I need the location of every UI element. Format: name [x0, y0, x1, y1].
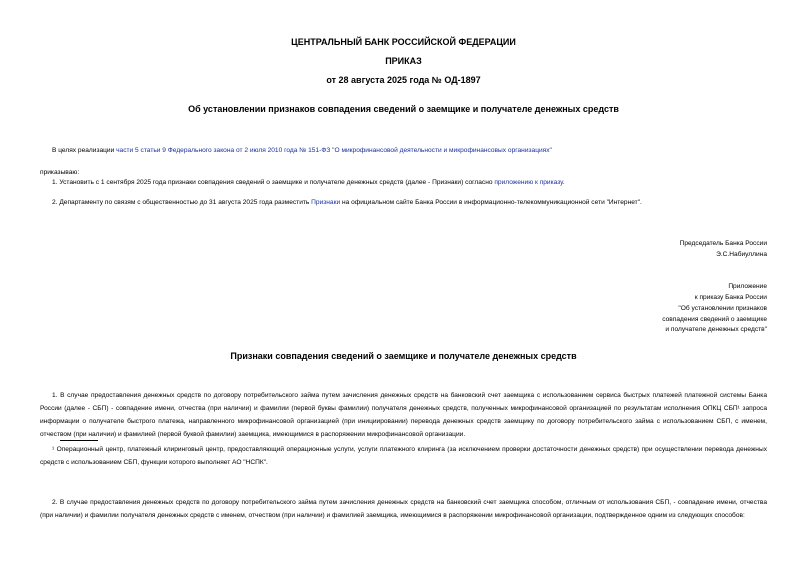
footnote-divider [60, 440, 98, 441]
preamble [52, 144, 552, 157]
order-title: Об установлении признаков совпадения сведений о заемщике и получателе денежных средств [188, 104, 619, 114]
appendix-link[interactable]: приложению к приказу [494, 179, 563, 186]
appendix-note-line-1: Приложение [728, 283, 767, 290]
signatory-position: Председатель Банка России [679, 240, 767, 247]
appendix-note-line-5: и получателе денежных средств" [665, 326, 767, 333]
criteria-link[interactable]: Признаки [311, 199, 341, 206]
appendix-paragraph-1: 1. В случае предоставления денежных средств по договору потребительского займа путем зачисления денежных средств на банковский счет заемщика с использованием сервиса быстрых платежей платежной системы Банка России (далее - СБП) - совпадение имени, отчества (при наличии) и фамилии (первой буквы фамилии) получателя денежных средств, полученных микрофинансовой организацией по результатам исполнения ОПКЦ СБП¹ запроса информации о получателе быстрого платежа, направленного микрофинансовой организацией (при инициировании) перевода денежных средств заемщику по договору потребительского займа с использованием СБП, с именем, отчеством (при наличии) и фамилией (первой буквой фамилии) заемщика, имеющимися в распоряжении микрофинансовой организации. [40, 392, 767, 438]
appendix-title: Признаки совпадения сведений о заемщике и получателе денежных средств [230, 351, 577, 361]
preamble-text: В целях реализации [52, 147, 117, 154]
signatory-name: Э.С.Набиуллина [716, 251, 767, 258]
order-date-number: от 28 августа 2025 года № ОД-1897 [326, 75, 481, 85]
appendix-paragraph-2: 2. В случае предоставления денежных средств по договору потребительского займа путем зачисления денежных средств на банковский счет заемщика способом, отличным от использования СБП, - совпадение имени, отчества (при наличии) и фамилии получателя денежных средств с именем, отчеством (при наличии) и фамилией заемщика, имеющимися в распоряжении микрофинансовой организации, подтвержденное одним из следующих способов: [40, 499, 767, 519]
item-2-end: на официальном сайте Банка России в информационно-телекоммуникационной сети "Интернет". [340, 199, 642, 206]
order-item-1 [52, 176, 565, 189]
footnote: ¹ Операционный центр, платежный клиринговый центр, предоставляющий операционные услуги, услуги платежного клиринга (за исключением проверки достаточности денежных средств) при осуществлении перевода денежных средств с использованием СБП, функции которого выполняет АО "НСПК". [40, 446, 767, 466]
order-item-2 [52, 196, 642, 209]
item-1-text: 1. Установить с 1 сентября 2025 года признаки совпадения сведений о заемщике и получателе денежных средств (далее - Признаки) согласно [52, 179, 495, 186]
appendix-note-line-2: к приказу Банка России [694, 294, 767, 301]
appendix-note-line-3: "Об установлении признаков [678, 305, 767, 312]
law-link[interactable]: части 5 статьи 9 Федерального закона от 2 июля 2010 года № 151-ФЗ "О микрофинансовой деятельности и микрофинансовых организациях" [116, 147, 552, 154]
document-type: ПРИКАЗ [385, 56, 422, 66]
order-word: приказываю: [40, 169, 80, 176]
appendix-note-line-4: совпадения сведений о заемщике [662, 316, 767, 323]
item-1-end: . [562, 179, 565, 186]
item-2-text: 2. Департаменту по связям с общественностью до 31 августа 2025 года разместить [52, 199, 312, 206]
bank-name: ЦЕНТРАЛЬНЫЙ БАНК РОССИЙСКОЙ ФЕДЕРАЦИИ [291, 37, 516, 47]
